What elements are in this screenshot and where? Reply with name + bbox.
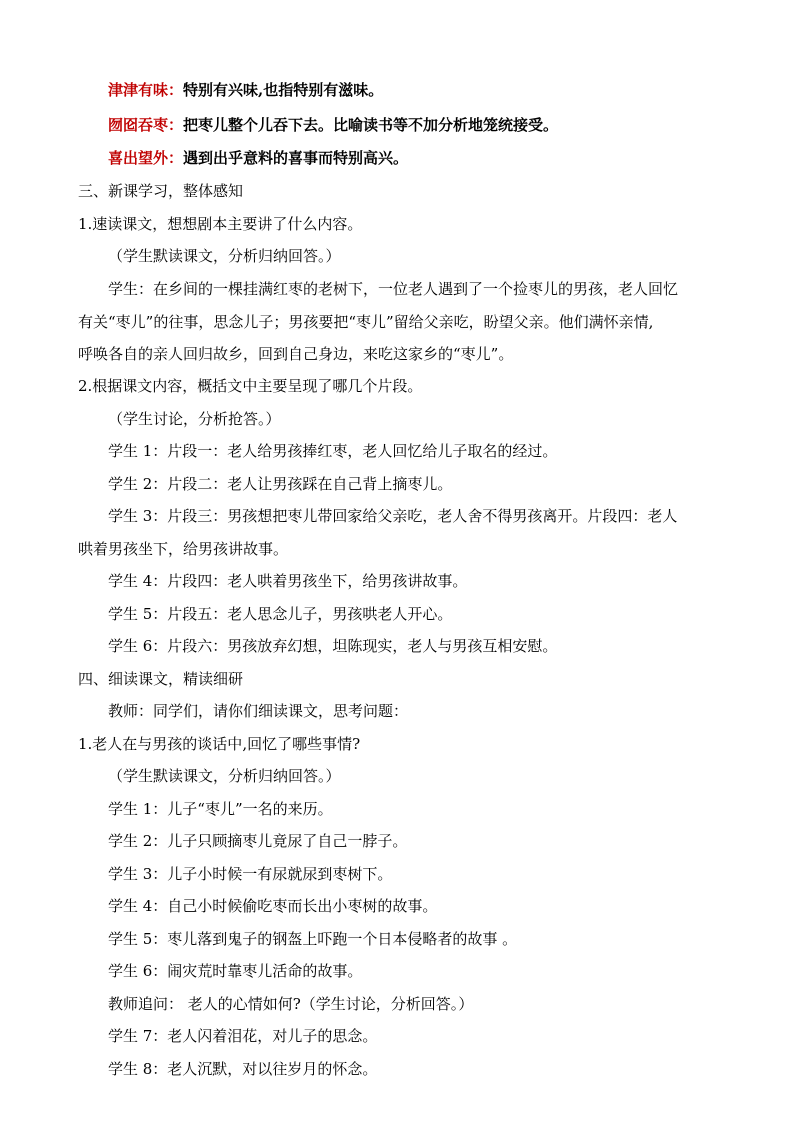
- answer-line: 学生 4：自己小时候偷吃枣而长出小枣树的故事。: [108, 897, 438, 915]
- vocab-definition: 特别有兴味,也指特别有滋味。: [183, 81, 384, 99]
- answer-line: 学生 7：老人闪着泪花，对儿子的思念。: [108, 1027, 378, 1045]
- answer-line: 学生 3：片段三：男孩想把枣儿带回家给父亲吃，老人舍不得男孩离开。片段四：老人: [108, 507, 678, 525]
- instruction: （学生默读课文，分析归纳回答。）: [108, 247, 341, 265]
- teacher-prompt: 教师：同学们，请你们细读课文，思考问题：: [108, 702, 409, 720]
- answer-line: 学生 2：儿子只顾摘枣儿竟尿了自己一脖子。: [108, 832, 408, 850]
- vocab-term: 囫囵吞枣：: [108, 116, 184, 134]
- instruction: （学生讨论，分析抢答。）: [108, 410, 281, 428]
- question: 2.根据课文内容，概括文中主要呈现了哪几个片段。: [78, 377, 423, 395]
- vocab-term: 津津有味：: [108, 81, 184, 99]
- answer-line: 有关“枣儿”的往事，思念儿子；男孩要把“枣儿”留给父亲吃，盼望父亲。他们满怀亲情,: [78, 313, 654, 331]
- answer-line: 学生：在乡间的一棵挂满红枣的老树下，一位老人遇到了一个捡枣儿的男孩，老人回忆: [108, 280, 679, 298]
- answer-line: 呼唤各自的亲人回归故乡，回到自己身边，来吃这家乡的“枣儿”。: [78, 345, 514, 363]
- vocab-definition: 把枣儿整个儿吞下去。比喻读书等不加分析地笼统接受。: [183, 116, 559, 134]
- section-heading: 三、新课学习，整体感知: [78, 182, 244, 200]
- vocab-term: 喜出望外：: [108, 149, 184, 167]
- answer-line: 学生 1：片段一：老人给男孩捧红枣，老人回忆给儿子取名的经过。: [108, 442, 558, 460]
- teacher-followup: 教师追问： 老人的心情如何?（学生讨论，分析回答。）: [108, 995, 474, 1013]
- answer-line: 学生 4：片段四：老人哄着男孩坐下，给男孩讲故事。: [108, 572, 468, 590]
- vocab-entry: [108, 148, 408, 168]
- question: 1.速读课文，想想剧本主要讲了什么内容。: [78, 215, 363, 233]
- vocab-entry: [108, 115, 558, 135]
- answer-line: 学生 1：儿子“枣儿”一名的来历。: [108, 800, 333, 818]
- vocab-definition: 遇到出乎意料的喜事而特别高兴。: [183, 149, 409, 167]
- answer-line: 学生 5：片段五：老人思念儿子，男孩哄老人开心。: [108, 605, 453, 623]
- vocab-entry: [108, 80, 383, 100]
- answer-line: 学生 6：片段六：男孩放弃幻想，坦陈现实，老人与男孩互相安慰。: [108, 637, 558, 655]
- section-heading: 四、细读课文，精读细研: [78, 670, 244, 688]
- answer-line: 学生 3：儿子小时候一有尿就尿到枣树下。: [108, 865, 393, 883]
- answer-line: 学生 6：闹灾荒时靠枣儿活命的故事。: [108, 962, 363, 980]
- instruction: （学生默读课文，分析归纳回答。）: [108, 767, 341, 785]
- question: 1.老人在与男孩的谈话中,回忆了哪些事情?: [78, 735, 361, 753]
- answer-line: 哄着男孩坐下，给男孩讲故事。: [78, 540, 289, 558]
- answer-line: 学生 5：枣儿落到鬼子的钢盔上吓跑一个日本侵略者的故事 。: [108, 930, 518, 948]
- answer-line: 学生 8：老人沉默，对以往岁月的怀念。: [108, 1060, 378, 1078]
- answer-line: 学生 2：片段二：老人让男孩踩在自己背上摘枣儿。: [108, 475, 453, 493]
